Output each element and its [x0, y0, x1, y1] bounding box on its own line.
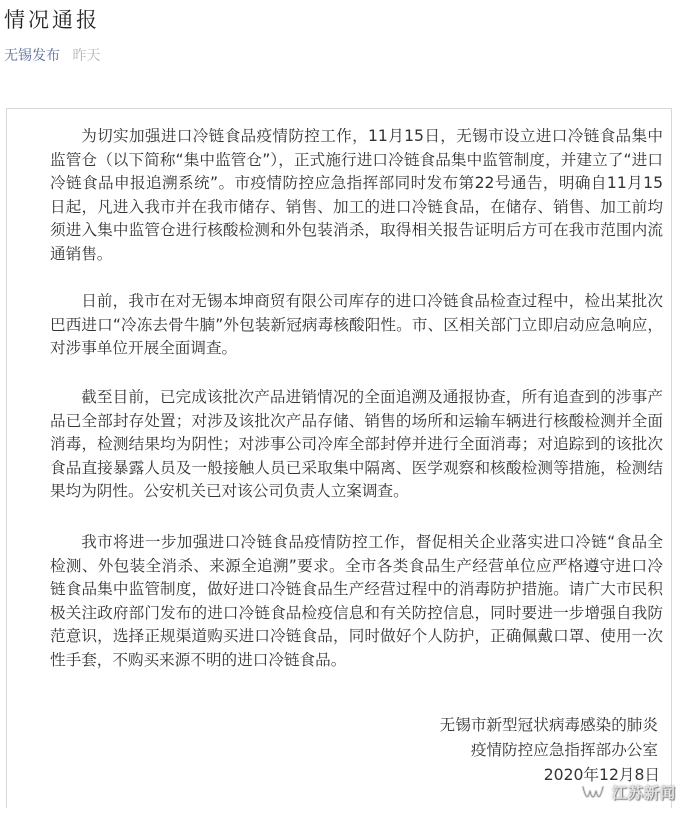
notice-paragraph-3: 截至目前，已完成该批次产品进销情况的全面追溯及通报协查，所有追查到的涉事产品已全部封存处置；对涉及该批次产品存储、销售的场所和运输车辆进行核酸检测并全面消毒，检测结果均为阴性；对涉事公司冷库全部封停并进行全面消毒；对追踪到的该批次食品直接暴露人员及一般接触人员已采取集中隔离、医学观察和核酸检测等措施，检测结果均为阴性。公安机关已对该公司负责人立案调查。 — [50, 388, 663, 500]
notice-paragraph-4: 我市将进一步加强进口冷链食品疫情防控工作，督促相关企业落实进口冷链“食品全检测、外包装全消杀、来源全追溯”要求。全市各类食品生产经营单位应严格遵守进口冷链食品集中监管制度，做好进口冷链食品生产经营过程中的消毒防护措施。请广大市民积极关注政府部门发布的进口冷链食品检疫信息和有关防控信息，同时要进一步增强自我防范意识，选择正规渠道购买进口冷链食品，同时做好个人防护，正确佩戴口罩、使用一次性手套，不购买来源不明的进口冷链食品。 — [50, 533, 663, 669]
article-title: 情况通报 — [4, 8, 100, 32]
wechat-channel-icon — [580, 783, 606, 803]
notice-paragraph-2: 日前，我市在对无锡本坤商贸有限公司库存的进口冷链食品检查过程中，检出某批次巴西进口“冷冻去骨牛腩”外包装新冠病毒核酸阳性。市、区相关部门立即启动应急响应，对涉事单位开展全面调查。 — [50, 292, 663, 357]
signature-org-line-2: 疫情防控应急指挥部办公室 — [470, 741, 658, 759]
signature-date: 2020年12月8日 — [543, 766, 660, 784]
article-meta — [4, 45, 100, 65]
account-name-link[interactable]: 无锡发布 — [4, 48, 60, 64]
signature-org-line-1: 无锡市新型冠状病毒感染的肺炎 — [439, 716, 658, 734]
watermark-text: 江苏新闻 — [611, 784, 676, 802]
notice-paragraph-1: 为切实加强进口冷链食品疫情防控工作，11月15日，无锡市设立进口冷链食品集中监管仓（以下简称“集中监管仓”），正式施行进口冷链食品集中监管制度，并建立了“进口冷链食品申报追溯系统”。市疫情防控应急指挥部同时发布第22号通告，明确自11月15日起，凡进入我市并在我市储存、销售、加工的进口冷链食品，在储存、销售、加工前均须进入集中监管仓进行核酸检测和外包装消杀，取得相关报告证明后方可在我市范围内流通销售。 — [50, 127, 663, 263]
publish-date: 昨天 — [72, 48, 101, 64]
source-watermark — [580, 782, 676, 803]
